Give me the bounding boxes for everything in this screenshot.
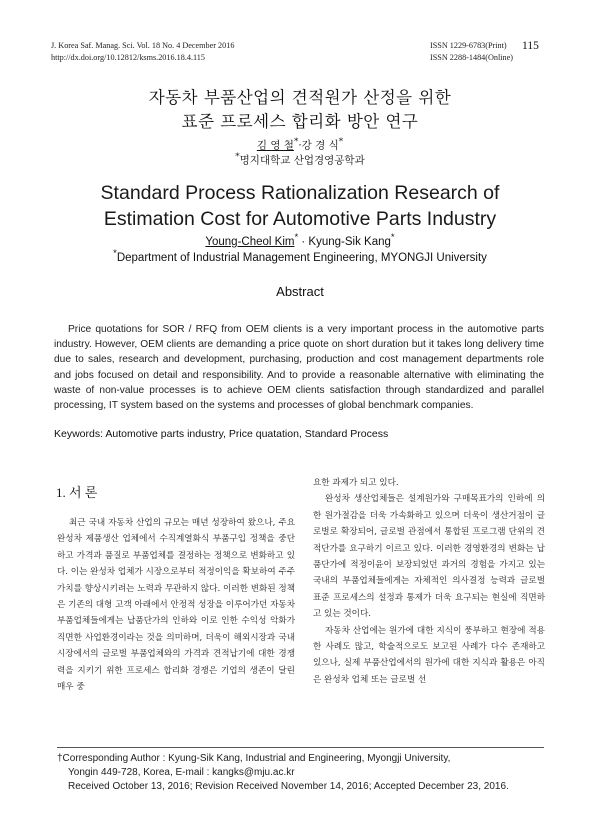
korean-title-line1: 자동차 부품산업의 견적원가 산정을 위한 [148, 88, 452, 107]
korean-affiliation [0, 152, 600, 168]
right-paragraph-2: 자동차 산업에는 원가에 대한 지식이 풍부하고 현장에 적용한 사례도 많고, 학술적으로도 보고된 사례가 다수 존재하고 있으나, 실제 부품산업에서의 원가에 대한 지식과 활용은 아직은 완성차 업체 또는 글로벌 선 [313, 625, 545, 685]
english-title-line2: Estimation Cost for Automotive Parts Industry [103, 208, 497, 230]
issn-block [430, 40, 513, 64]
page-number: 115 [522, 40, 539, 52]
left-column [57, 515, 295, 695]
keywords-label: Keywords: [54, 428, 104, 440]
footnote-corresponding-line1: †Corresponding Author : Kyung-Sik Kang, Industrial and Engineering, Myongji University, [57, 753, 451, 764]
abstract-body: Price quotations for SOR / RFQ from OEM clients is a very important process in the automotive parts industry. However, OEM clients are demanding a price quote on short duration but it takes long delivery time due to sales, research and development, purchasing, production and cost management departments role and jobs focused on detail and responsibility. And to provide a reasonable alternative with eliminating the waste of non-value processes is to achieve OEM clients satisfaction through standardized and parallel processing, IT system based on the systems and processes of global benchmark companies. [54, 324, 544, 412]
right-column [313, 475, 545, 688]
english-affiliation-text: Department of Industrial Management Engineering, MYONGJI University [116, 251, 487, 264]
korean-author-2-mark: * [338, 137, 344, 147]
issn-online: ISSN 2288-1484(Online) [430, 53, 514, 62]
keywords [54, 428, 388, 440]
korean-authors [0, 137, 600, 153]
keywords-list: Automotive parts industry, Price quatation, Standard Process [103, 428, 389, 440]
issn-print: ISSN 1229-6783(Print) [430, 41, 507, 50]
english-author-2-mark: * [390, 232, 395, 243]
english-author-1-mark: * [294, 232, 299, 243]
abstract-heading: Abstract [276, 284, 324, 299]
korean-author-1-mark: * [293, 137, 299, 147]
section-heading: 1. 서 론 [56, 485, 98, 500]
footnote-divider [57, 747, 544, 748]
journal-citation: J. Korea Saf. Manag. Sci. Vol. 18 No. 4 December 2016 [51, 41, 235, 50]
english-authors [0, 232, 600, 248]
korean-author-1: 김 영 철 [256, 139, 294, 152]
korean-title-line2: 표준 프로세스 합리화 방안 연구 [181, 112, 419, 131]
journal-header [51, 40, 234, 64]
english-title [0, 180, 600, 232]
english-title-line1: Standard Process Rationalization Research of [100, 182, 500, 204]
korean-affiliation-mark: * [235, 152, 240, 162]
korean-affiliation-text: 명지대학교 산업경영공학과 [239, 154, 365, 167]
left-paragraph-1: 최근 국내 자동차 산업의 규모는 매년 성장하여 왔으나, 주요 완성차 제품생산 업체에서 수직계열화식 부품구입 정책을 중단하고 가격과 품질로 부품업체를 결정하는 정책으로 변화하고 있다. 이는 완성차 업체가 시장으로부터 적정이익을 확보하여 주주가치를 향상시키려는 노력과 무관하지 않다. 이러한 변화된 정책은 기존의 대형 고객 아래에서 안정적 성장을 이루어가던 자동차 부품업체들에게는 납품단가의 인하와 이로 인한 수익성 악화가 직면한 사업환경이라는 것을 의미하며, 더욱이 해외시장과 국내시장에서의 글로벌 부품업체와의 가격과 견적납기에 대한 경쟁력을 지키기 위한 프로세스 합리화 경쟁은 기업의 생존이 달린 매우 중 [57, 518, 295, 693]
right-continuation: 요한 과제가 되고 있다. [313, 478, 399, 488]
korean-author-2: 강 경 식 [301, 139, 339, 152]
footnote-received-dates: Received October 13, 2016; Revision Received November 14, 2016; Accepted December 23, 2016. [68, 781, 509, 792]
english-author-separator: · [298, 235, 309, 248]
doi-link[interactable]: http://dx.doi.org/10.12812/ksms.2016.18.4.115 [51, 53, 205, 62]
english-author-2: Kyung-Sik Kang [308, 235, 391, 248]
english-author-1: Young-Cheol Kim [205, 235, 295, 248]
korean-title [0, 86, 600, 134]
footnote-corresponding-line2: Yongin 449-728, Korea, E-mail : kangks@mju.ac.kr [68, 767, 295, 778]
english-affiliation-mark: * [113, 248, 117, 259]
author-separator: · [298, 139, 302, 152]
english-affiliation [0, 248, 600, 264]
right-paragraph-1: 완성차 생산업체들은 설계원가와 구매목표가의 인하에 의한 원가절감을 더욱 가속화하고 있으며 더욱이 생산거점이 글로벌로 확장되어, 글로벌 관점에서 통합된 프로그램 단위의 견적단가를 요구하기 이르고 있다. 이러한 경영환경의 변화는 납품단가에 적정이윤이 보장되었던 과거의 경험을 가지고 있는 국내의 부품업체들에게는 자체적인 의사결정 능력과 글로벌 표준 프로세스의 설정과 통제가 더욱 요구되는 현실에 직면하고 있는 것이다. [313, 494, 545, 620]
